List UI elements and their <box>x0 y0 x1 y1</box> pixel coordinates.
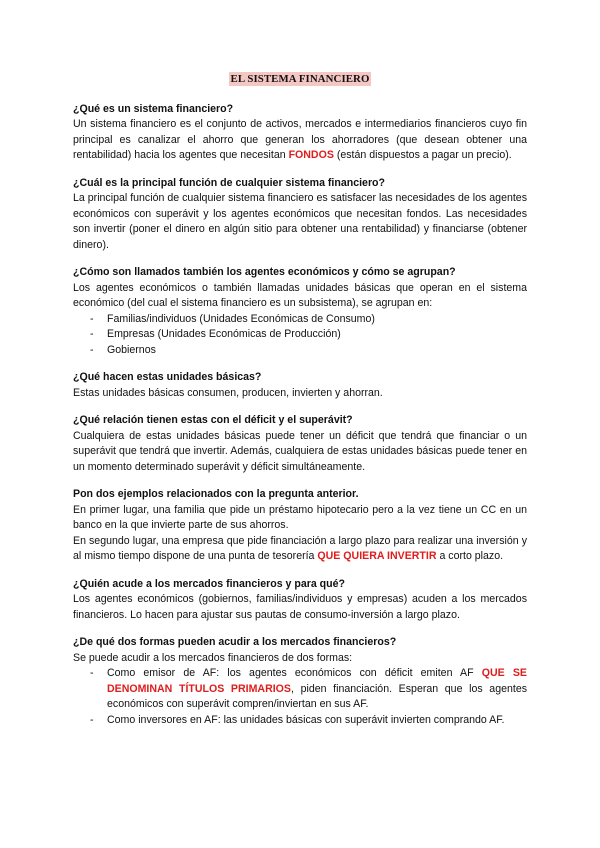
answer-paragraph: Cualquiera de estas unidades básicas puede tener un déficit que tendrá que financiar o un superávit que tendrá que invertir. Además, cualquiera de estas unidades básicas puede tener en un momento determinado superávit y déficit simultáneamente. <box>73 429 527 473</box>
answer-text: Un sistema financiero es el conjunto de activos, mercados e intermediarios financieros cuyo fin principal es canalizar el ahorro que generan los ahorradores (que desean obtener una rentabilidad) hacia los agentes que necesitan <box>73 118 527 161</box>
section-what-units-do <box>73 370 527 401</box>
list-item: - Empresas (Unidades Económicas de Producción) <box>90 327 527 343</box>
list-item: - Familias/individuos (Unidades Económicas de Consumo) <box>90 312 527 328</box>
highlight-text: QUE QUIERA INVERTIR <box>317 550 437 562</box>
list-item <box>90 666 527 713</box>
section-what-is <box>73 102 527 164</box>
list-item: - Gobiernos <box>90 343 527 359</box>
question-heading: ¿Cuál es la principal función de cualquier sistema financiero? <box>73 176 386 189</box>
question-heading: ¿Qué hacen estas unidades básicas? <box>73 371 262 383</box>
question-heading: Pon dos ejemplos relacionados con la pregunta anterior. <box>73 488 359 500</box>
answer-paragraph: Los agentes económicos (gobiernos, familias/individuos y empresas) acuden a los mercados financieros. Lo hacen para ajustar sus pautas de consumo-inversión a largo plazo. <box>73 593 527 621</box>
question-heading: ¿Qué relación tienen estas con el déficit y el superávit? <box>73 414 353 426</box>
document-title-text: EL SISTEMA FINANCIERO <box>230 73 370 85</box>
highlight-text: FONDOS <box>288 149 334 161</box>
answer-paragraph: La principal función de cualquier sistema financiero es satisfacer las necesidades de los agentes económicos con superávit y los agentes económicos que necesitan fondos. Las necesidades son invertir (poner el dinero en algún sitio para obtener una rentabilidad) y financiarse (obtener dinero). <box>73 192 527 251</box>
section-two-ways <box>73 635 527 728</box>
list-item-text: Como emisor de AF: los agentes económicos con déficit emiten AF <box>107 667 482 679</box>
answer-text: a corto plazo. <box>436 550 504 562</box>
list-item-text: , piden financiación. Esperan que los agentes económicos con superávit compren/inviertan en sus AF. <box>107 682 528 710</box>
document-title <box>73 72 527 88</box>
question-heading: ¿Cómo son llamados también los agentes económicos y cómo se agrupan? <box>73 266 456 278</box>
document-page <box>73 72 527 740</box>
section-main-function <box>73 176 527 254</box>
section-economic-agents <box>73 265 527 358</box>
answer-paragraph: Se puede acudir a los mercados financieros de dos formas: <box>73 651 353 664</box>
answer-paragraph: Los agentes económicos o también llamadas unidades básicas que operan en el sistema económico (del cual el sistema financiero es un subsistema), se agrupan en: <box>73 281 527 309</box>
question-heading: ¿De qué dos formas pueden acudir a los mercados financieros? <box>73 636 397 648</box>
section-who-goes-to-markets <box>73 577 527 624</box>
question-heading: ¿Quién acude a los mercados financieros y para qué? <box>73 577 345 590</box>
answer-paragraph: En primer lugar, una familia que pide un préstamo hipotecario pero a la vez tiene un CC en un banco en la que invierte parte de sus ahorros. <box>73 503 527 531</box>
list-item: - Como inversores en AF: las unidades básicas con superávit invierten comprando AF. <box>90 713 527 729</box>
agent-list <box>73 312 527 359</box>
answer-text: En segundo lugar, una empresa que pide financiación a largo plazo para realizar una inversión y al mismo tiempo dispone de una punta de tesorería <box>73 534 527 562</box>
section-deficit-surplus <box>73 413 527 475</box>
answer-text: (están dispuestos a pagar un precio). <box>333 149 512 161</box>
question-heading: ¿Qué es un sistema financiero? <box>73 102 234 115</box>
answer-paragraph <box>73 117 527 164</box>
answer-paragraph <box>73 534 527 565</box>
highlight-text: QUE SE DENOMINAN TÍTULOS PRIMARIOS <box>107 667 527 695</box>
ways-list <box>73 666 527 728</box>
section-two-examples <box>73 487 527 565</box>
answer-paragraph: Estas unidades básicas consumen, producen, invierten y ahorran. <box>73 386 383 399</box>
